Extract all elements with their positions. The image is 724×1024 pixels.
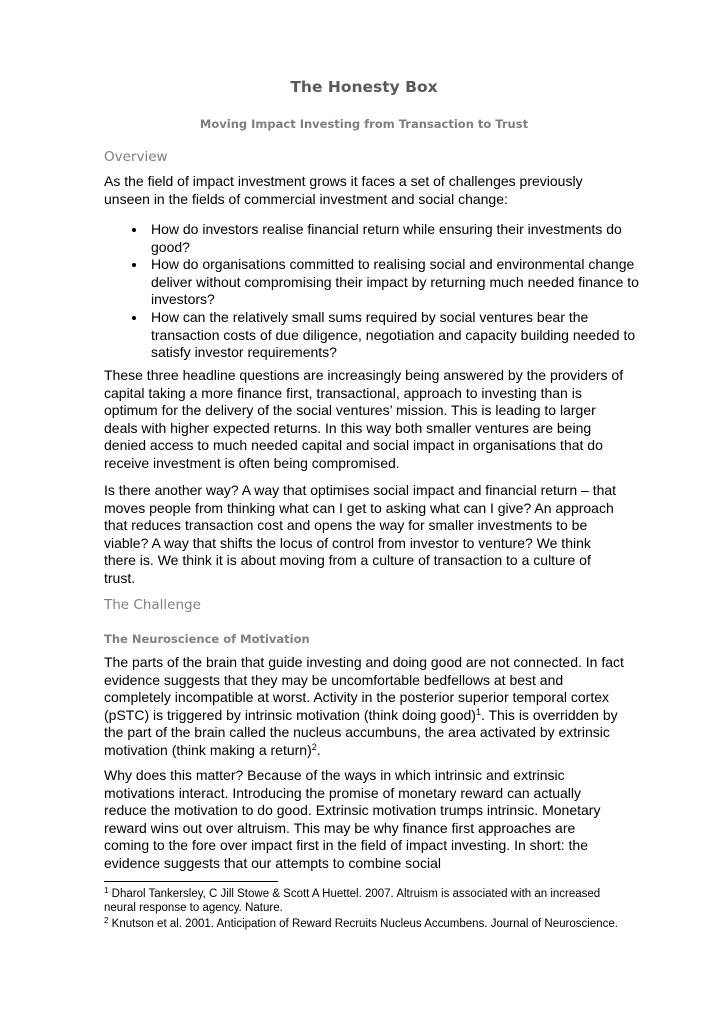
footnote-text: Dharol Tankersley, C Jill Stowe & Scott A Huettel. 2007. Altruism is associated with an increased neural response to agency. Nature. [104, 888, 601, 915]
challenge-paragraph-1 [104, 654, 624, 760]
neuroscience-subheading: The Neuroscience of Motivation [104, 632, 310, 646]
footnote-ref-1[interactable]: 1 [475, 706, 481, 717]
footnote-text: Knutson et al. 2001. Anticipation of Reward Recruits Nucleus Accumbens. Journal of Neuroscience. [108, 918, 618, 930]
list-item: • How can the relatively small sums required by social ventures bear the transaction costs of due diligence, negotiation and capacity building needed to satisfy investor requirements? [147, 309, 643, 362]
overview-heading: Overview [104, 149, 168, 165]
list-item: • How do investors realise financial return while ensuring their investments do good? [147, 221, 643, 256]
overview-intro: As the field of impact investment grows it faces a set of challenges previously unseen in the fields of commercial investment and social change: [104, 173, 583, 207]
document-title: The Honesty Box [290, 78, 438, 96]
paragraph-text: The parts of the brain that guide investing and doing good are not connected. In fact evidence suggests that they may be uncomfortable bedfellows at best and completely incompatible at worst. Activity in the posterior superior temporal cortex (pSTC) is triggered by intrinsic motivation (think doing good) [104, 654, 624, 723]
footnote-separator [104, 881, 278, 882]
footnote-mark: 1 [104, 886, 109, 895]
list-item: • How do organisations committed to realising social and environmental change deliver without compromising their impact by returning much needed finance to investors? [147, 256, 643, 309]
footnote-1 [104, 887, 624, 915]
challenge-heading: The Challenge [104, 597, 201, 613]
footnote-ref-2[interactable]: 2 [311, 741, 317, 752]
paragraph-text: . [316, 741, 321, 758]
overview-paragraph-1: These three headline questions are increasingly being answered by the providers of capital taking a more finance first, transactional, approach to investing than is optimum for the delivery of the social ventures’ mission. This is leading to larger deals with higher expected returns. In this way both smaller ventures are being denied access to much needed capital and social impact in organisations that do receive investment is often being compromised. [104, 367, 624, 471]
paragraph-text: . This is overridden by the part of the brain called the nucleus accumbuns, the area activated by extrinsic motivation (think making a return) [104, 706, 618, 758]
footnote-2 [104, 917, 624, 931]
footnote-mark: 2 [104, 916, 109, 925]
document-subtitle: Moving Impact Investing from Transaction to Trust [199, 117, 529, 131]
question-list [128, 221, 643, 362]
overview-paragraph-2: Is there another way? A way that optimises social impact and financial return – that moves people from thinking what can I get to asking what can I give? An approach that reduces transaction cost and opens the way for smaller investments to be viable? A way that shifts the locus of control from investor to venture? We think there is. We think it is about moving from a culture of transaction to a culture of trust. [104, 482, 617, 586]
challenge-paragraph-2: Why does this matter? Because of the ways in which intrinsic and extrinsic motivations interact. Introducing the promise of monetary reward can actually reduce the motivation to do good. Extrinsic motivation trumps intrinsic. Monetary reward wins out over altruism. This may be why finance first approaches are coming to the fore over impact first in the field of impact investing. In short: the evidence suggests that our attempts to combine social [104, 767, 601, 871]
